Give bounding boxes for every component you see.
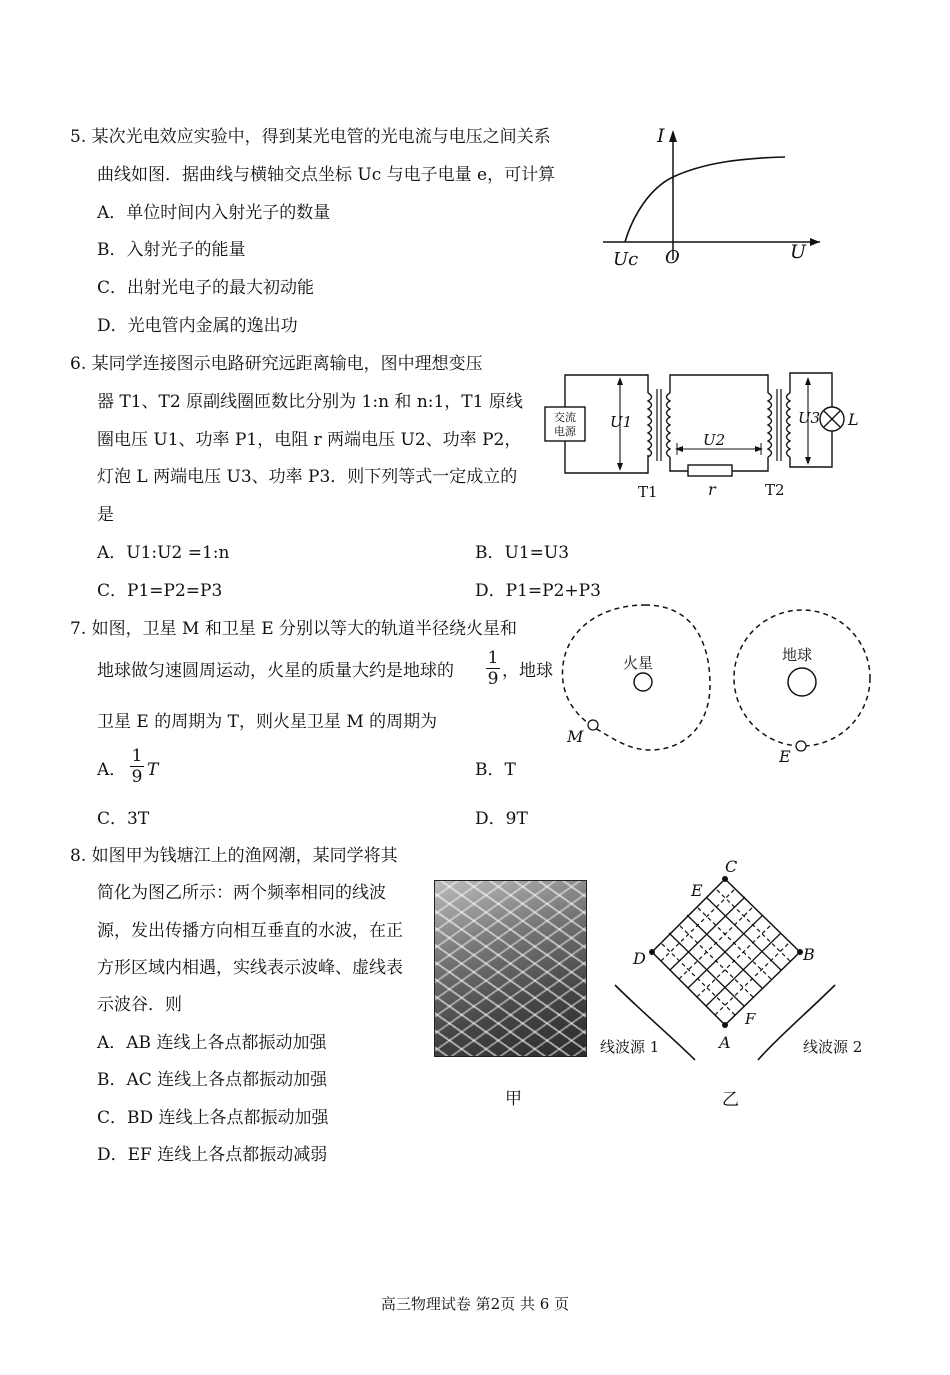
q5-line1: 5. 某次光电效应实验中，得到某光电管的光电流与电压之间关系 bbox=[70, 127, 551, 147]
q8-fig-yi-label: 乙 bbox=[722, 1090, 739, 1110]
q5-o-label: O bbox=[665, 247, 680, 268]
q6-l-label: L bbox=[848, 410, 859, 429]
q5-option-c: C．出射光电子的最大初动能 bbox=[97, 278, 315, 298]
q8-e-label: E bbox=[691, 881, 703, 900]
q7-line1: 7. 如图，卫星 M 和卫星 E 分别以等大的轨道半径绕火星和 bbox=[70, 619, 518, 639]
q5-iu-graph bbox=[595, 120, 825, 270]
q8-source2-label: 线波源 2 bbox=[803, 1038, 863, 1056]
q8-d-label: D bbox=[633, 949, 646, 968]
q6-line4: 灯泡 L 两端电压 U3、功率 P3．则下列等式一定成立的 bbox=[97, 467, 518, 487]
q6-line2: 器 T1、T2 原副线圈匝数比分别为 1:n 和 n:1，T1 原线 bbox=[97, 392, 523, 412]
q8-option-a: A．AB 连线上各点都振动加强 bbox=[97, 1033, 327, 1053]
q5-uc-label: Uc bbox=[613, 249, 639, 270]
q8-b-label: B bbox=[803, 945, 815, 964]
q5-i-label: I bbox=[657, 125, 665, 147]
q8-line2: 简化为图乙所示：两个频率相同的线波 bbox=[97, 883, 386, 903]
q6-r-label: r bbox=[708, 480, 716, 499]
page-footer: 高三物理试卷 第2页 共 6 页 bbox=[380, 1295, 570, 1313]
q8-f-label: F bbox=[745, 1010, 756, 1028]
q6-t1-label: T1 bbox=[638, 483, 658, 501]
q5-u-label: U bbox=[790, 241, 807, 263]
q6-source-label1: 交流 bbox=[554, 411, 576, 424]
q6-source-label2: 电源 bbox=[554, 425, 576, 438]
q7-line3: 卫星 E 的周期为 T，则火星卫星 M 的周期为 bbox=[97, 712, 438, 732]
q6-u1-label: U1 bbox=[610, 413, 633, 431]
q7-option-c: C．3T bbox=[97, 809, 150, 829]
q7-mass-fraction bbox=[486, 648, 500, 689]
q7-frac-den: 9 bbox=[487, 669, 499, 689]
q8-option-c: C．BD 连线上各点都振动加强 bbox=[97, 1108, 329, 1128]
q6-option-d: D．P1=P2+P3 bbox=[475, 581, 601, 601]
q5-option-d: D．光电管内金属的逸出功 bbox=[97, 316, 298, 336]
q7-option-a-suffix: T bbox=[147, 760, 159, 780]
q6-circuit-diagram bbox=[540, 365, 870, 505]
q7-earth-label: 地球 bbox=[782, 646, 813, 664]
q8-a-label: A bbox=[719, 1033, 731, 1052]
q8-line4: 方形区域内相遇，实线表示波峰、虚线表 bbox=[97, 958, 403, 978]
q7-orbits-diagram bbox=[555, 600, 885, 780]
q7-option-a-fraction bbox=[130, 746, 144, 787]
q7-e-label: E bbox=[779, 747, 791, 766]
q7-m-label: M bbox=[567, 727, 584, 746]
q8-line3: 源，发出传播方向相互垂直的水波，在正 bbox=[97, 921, 403, 941]
q5-option-b: B．入射光子的能量 bbox=[97, 240, 246, 260]
q8-source1-label: 线波源 1 bbox=[600, 1038, 660, 1056]
q7-mars-label: 火星 bbox=[623, 654, 654, 672]
q7-line2a: 地球做匀速圆周运动，火星的质量大约是地球的 bbox=[97, 661, 454, 681]
q8-fig-jia-label: 甲 bbox=[505, 1089, 522, 1109]
q8-line5: 示波谷．则 bbox=[97, 995, 182, 1015]
q6-option-a: A．U1:U2 =1:n bbox=[97, 543, 230, 563]
q6-line1: 6. 某同学连接图示电路研究远距离输电，图中理想变压 bbox=[70, 354, 483, 374]
q8-line1: 8. 如图甲为钱塘江上的渔网潮，某同学将其 bbox=[70, 846, 398, 866]
q7-opta-num: 1 bbox=[131, 746, 143, 766]
q5-option-a: A．单位时间内入射光子的数量 bbox=[97, 203, 331, 223]
q8-c-label: C bbox=[725, 857, 738, 876]
q6-u3-label: U3 bbox=[798, 409, 821, 427]
q7-line2b: ，地球 bbox=[502, 661, 553, 681]
q8-option-b: B．AC 连线上各点都振动加强 bbox=[97, 1070, 328, 1090]
q8-option-d: D．EF 连线上各点都振动减弱 bbox=[97, 1145, 328, 1165]
q7-option-a-prefix: A． bbox=[97, 760, 127, 780]
q6-line3: 圈电压 U1、功率 P1，电阻 r 两端电压 U2、功率 P2， bbox=[97, 430, 522, 450]
q8-wave-diagram bbox=[595, 850, 875, 1070]
q7-opta-den: 9 bbox=[131, 767, 143, 787]
q7-frac-num: 1 bbox=[487, 648, 499, 668]
q7-option-b: B．T bbox=[475, 760, 516, 780]
q6-u2-label: U2 bbox=[703, 431, 726, 449]
q6-t2-label: T2 bbox=[765, 481, 785, 499]
q7-option-d: D．9T bbox=[475, 809, 528, 829]
q6-option-b: B．U1=U3 bbox=[475, 543, 570, 563]
q6-option-c: C．P1=P2=P3 bbox=[97, 581, 223, 601]
q5-line2: 曲线如图．据曲线与横轴交点坐标 Uc 与电子电量 e，可计算 bbox=[97, 165, 556, 185]
q6-line5: 是 bbox=[97, 505, 114, 525]
q8-tide-photo bbox=[434, 880, 587, 1057]
